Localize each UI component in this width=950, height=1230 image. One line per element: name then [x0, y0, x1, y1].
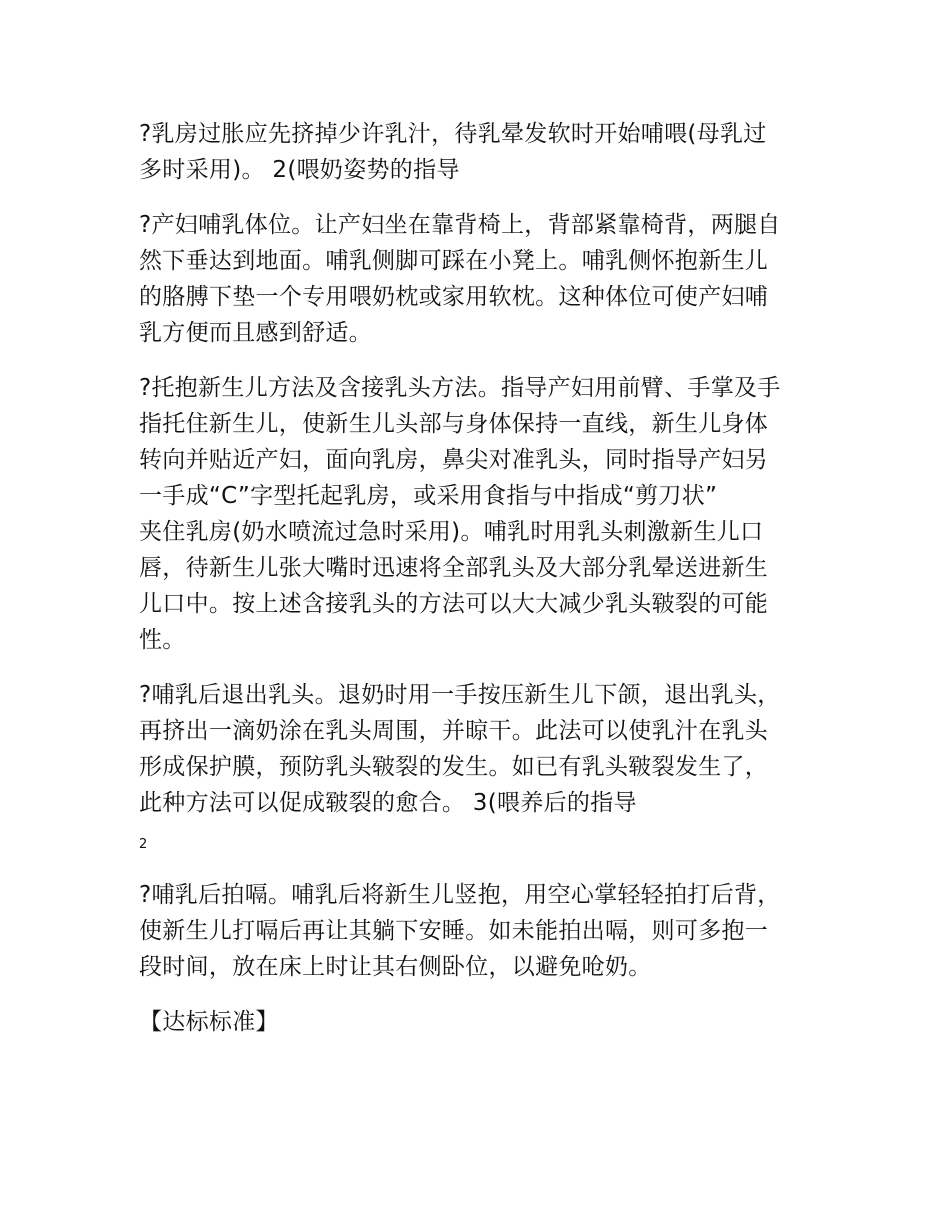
text-line: 唇，待新生儿张大嘴时迅速将全部乳头及大部分乳晕送进新生	[139, 555, 769, 581]
paragraph-feeding-position	[139, 207, 819, 351]
paragraph-unlatching	[139, 677, 819, 821]
text-line: 再挤出一滴奶涂在乳头周围，并晾干。此法可以使乳汁在乳头	[139, 718, 769, 744]
paragraph-holding-latching	[139, 370, 819, 658]
text-line: 转向并贴近产妇，面向乳房，鼻尖对准乳头，同时指导产妇另	[139, 447, 769, 473]
text-line: 夹住乳房(奶水喷流过急时采用)。哺乳时用乳头刺激新生儿口	[139, 519, 764, 545]
text-line: 一手成“C”字型托起乳房，或采用食指与中指成“剪刀状”	[139, 483, 718, 509]
text-line: ?托抱新生儿方法及含接乳头方法。指导产妇用前臂、手掌及手	[139, 375, 781, 401]
text-line: ?乳房过胀应先挤掉少许乳汁，待乳晕发软时开始哺喂(母乳过	[139, 121, 767, 147]
text-line: 多时采用)。 2(喂奶姿势的指导	[139, 157, 460, 183]
paragraph-burping	[139, 877, 819, 985]
document-page	[139, 116, 819, 1040]
text-line: ?产妇哺乳体位。让产妇坐在靠背椅上，背部紧靠椅背，两腿自	[139, 212, 781, 238]
text-line: 形成保护膜，预防乳头皲裂的发生。如已有乳头皲裂发生了，	[139, 754, 769, 780]
text-line: 然下垂达到地面。哺乳侧脚可踩在小凳上。哺乳侧怀抱新生儿	[139, 248, 769, 274]
text-line: 乳方便而且感到舒适。	[139, 320, 372, 346]
text-line: 指托住新生儿，使新生儿头部与身体保持一直线，新生儿身体	[139, 411, 769, 437]
text-line: 此种方法可以促成皲裂的愈合。 3(喂养后的指导	[139, 790, 637, 816]
text-line: 段时间，放在床上时让其右侧卧位，以避免呛奶。	[139, 954, 652, 980]
text-line: 使新生儿打嗝后再让其躺下安睡。如未能拍出嗝，则可多抱一	[139, 918, 769, 944]
text-line: ?哺乳后拍嗝。哺乳后将新生儿竖抱，用空心掌轻轻拍打后背，	[139, 882, 781, 908]
text-line: 儿口中。按上述含接乳头的方法可以大大减少乳头皲裂的可能	[139, 591, 769, 617]
paragraph-engorgement	[139, 116, 819, 188]
section-heading: 【达标标准】	[139, 1009, 279, 1035]
text-line: ?哺乳后退出乳头。退奶时用一手按压新生儿下颌，退出乳头，	[139, 682, 781, 708]
text-line: 的胳膊下垫一个专用喂奶枕或家用软枕。这种体位可使产妇哺	[139, 284, 769, 310]
page-number: 2	[139, 837, 148, 852]
text-line: 性。	[139, 627, 186, 653]
